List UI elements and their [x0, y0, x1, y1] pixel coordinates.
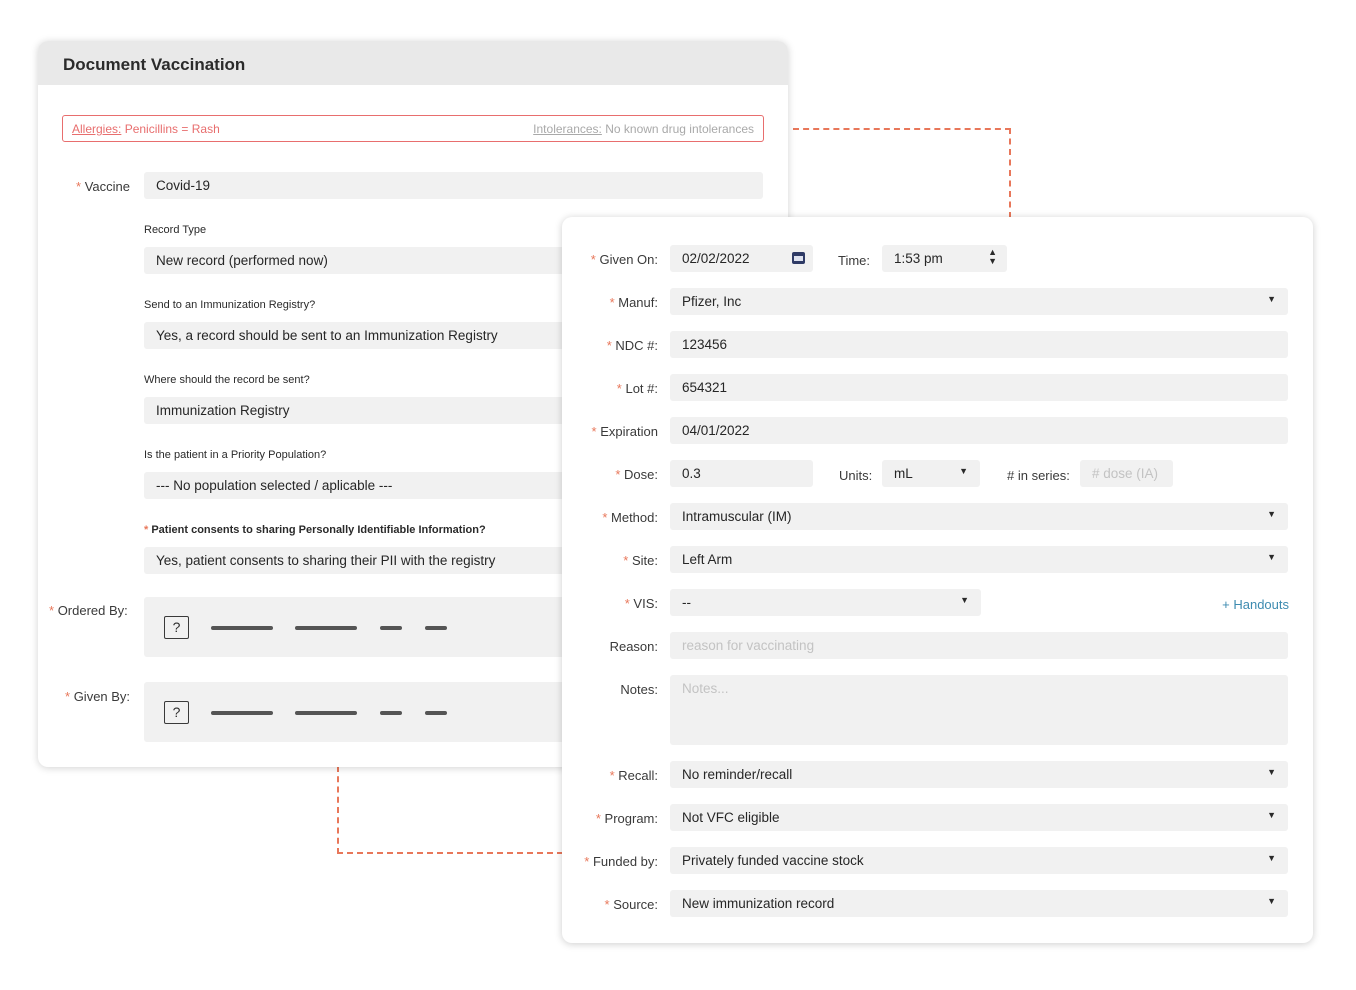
vis-select[interactable] — [670, 589, 981, 616]
expiration-label: * Expiration — [591, 424, 658, 439]
vis-value: -- — [682, 595, 691, 610]
allergies-value: Penicillins = Rash — [124, 122, 220, 136]
vaccine-field[interactable]: Covid-19 — [144, 172, 763, 199]
allergy-banner — [62, 115, 764, 142]
connector-line-top — [793, 128, 1011, 130]
expiration-input[interactable]: 04/01/2022 — [670, 417, 1288, 444]
chevron-down-icon: ▼ — [1267, 294, 1276, 304]
site-select[interactable] — [670, 546, 1288, 573]
administration-details-panel — [562, 217, 1313, 943]
dose-input[interactable]: 0.3 — [670, 460, 813, 487]
series-label: # in series: — [1007, 468, 1070, 483]
method-select[interactable] — [670, 503, 1288, 530]
connector-line-top-drop — [1009, 128, 1011, 218]
priority-population-label: Is the patient in a Priority Population? — [144, 449, 327, 461]
chevron-down-icon: ▼ — [959, 466, 968, 476]
funded-by-value: Privately funded vaccine stock — [682, 853, 864, 868]
time-label: Time: — [838, 253, 871, 268]
program-value: Not VFC eligible — [682, 810, 780, 825]
recall-value: No reminder/recall — [682, 767, 793, 782]
vis-label: * VIS: — [624, 596, 658, 611]
ordered-by-label: * Ordered By: — [49, 603, 128, 618]
chevron-down-icon: ▼ — [960, 595, 969, 605]
required-marker: * — [144, 524, 149, 536]
manufacturer-select[interactable] — [670, 288, 1288, 315]
unknown-user-icon: ? — [164, 616, 189, 639]
reason-label: Reason: — [609, 639, 658, 654]
placeholder-bar — [295, 711, 357, 715]
vaccine-label: * Vaccine — [76, 179, 130, 194]
send-registry-field[interactable]: Yes, a record should be sent to an Immunization Registry — [144, 322, 788, 349]
placeholder-bar — [211, 711, 273, 715]
required-marker: * — [65, 689, 71, 704]
units-select[interactable] — [882, 460, 980, 487]
manufacturer-label: * Manuf: — [609, 295, 658, 310]
series-input[interactable]: # dose (IA) — [1080, 460, 1173, 487]
dose-label: * Dose: — [615, 467, 658, 482]
chevron-down-icon: ▼ — [1267, 767, 1276, 777]
manufacturer-value: Pfizer, Inc — [682, 294, 742, 309]
connector-line-bottom-drop — [337, 766, 339, 854]
intolerances-link[interactable]: Intolerances: — [533, 122, 602, 136]
consent-field[interactable]: Yes, patient consents to sharing their PII with the registry — [144, 547, 788, 574]
allergies-link[interactable]: Allergies: — [72, 122, 122, 136]
notes-label: Notes: — [620, 682, 658, 697]
consent-label: * Patient consents to sharing Personally Identifiable Information? — [144, 524, 486, 536]
program-select[interactable] — [670, 804, 1288, 831]
source-select[interactable] — [670, 890, 1288, 917]
lot-input[interactable]: 654321 — [670, 374, 1288, 401]
site-value: Left Arm — [682, 552, 733, 567]
send-registry-label: Send to an Immunization Registry? — [144, 299, 316, 311]
recall-select[interactable] — [670, 761, 1288, 788]
unknown-user-icon: ? — [164, 701, 189, 724]
calendar-icon[interactable] — [792, 252, 805, 264]
given-by-label: * Given By: — [65, 689, 131, 704]
method-value: Intramuscular (IM) — [682, 509, 792, 524]
reason-input[interactable]: reason for vaccinating — [670, 632, 1288, 659]
record-type-field[interactable]: New record (performed now) — [144, 247, 788, 274]
chevron-down-icon: ▼ — [1267, 853, 1276, 863]
intolerances-value: No known drug intolerances — [605, 122, 754, 136]
method-label: * Method: — [602, 510, 658, 525]
time-spinner-icon[interactable]: ▲ ▼ — [988, 247, 997, 266]
priority-population-field[interactable]: --- No population selected / aplicable --- — [144, 472, 788, 499]
placeholder-bar — [380, 711, 402, 715]
allergies-info — [72, 122, 220, 136]
funded-by-select[interactable] — [670, 847, 1288, 874]
panel-title: Document Vaccination — [38, 41, 788, 85]
source-value: New immunization record — [682, 896, 835, 911]
required-marker: * — [49, 603, 55, 618]
chevron-down-icon: ▼ — [1267, 810, 1276, 820]
recall-label: * Recall: — [609, 768, 658, 783]
where-sent-label: Where should the record be sent? — [144, 374, 310, 386]
lot-label: * Lot #: — [616, 381, 658, 396]
units-label: Units: — [839, 468, 873, 483]
intolerances-info — [533, 122, 754, 136]
program-label: * Program: — [595, 811, 658, 826]
connector-line-bottom — [337, 852, 563, 854]
chevron-down-icon: ▼ — [1267, 552, 1276, 562]
funded-by-label: * Funded by: — [584, 854, 658, 869]
placeholder-bar — [211, 626, 273, 630]
given-on-label: * Given On: — [590, 252, 658, 267]
record-type-label: Record Type — [144, 224, 207, 236]
chevron-down-icon: ▼ — [1267, 896, 1276, 906]
notes-textarea[interactable]: Notes... — [670, 675, 1288, 745]
add-handouts-link[interactable]: + Handouts — [1222, 597, 1289, 612]
site-label: * Site: — [623, 553, 658, 568]
required-marker: * — [76, 179, 82, 194]
placeholder-bar — [295, 626, 357, 630]
given-on-value: 02/02/2022 — [682, 251, 750, 266]
source-label: * Source: — [604, 897, 658, 912]
placeholder-bar — [425, 626, 447, 630]
chevron-down-icon: ▼ — [1267, 509, 1276, 519]
placeholder-bar — [380, 626, 402, 630]
ndc-input[interactable]: 123456 — [670, 331, 1288, 358]
placeholder-bar — [425, 711, 447, 715]
where-sent-field[interactable]: Immunization Registry — [144, 397, 788, 424]
time-input[interactable] — [882, 245, 1007, 272]
units-value: mL — [894, 466, 913, 481]
ndc-label: * NDC #: — [606, 338, 658, 353]
time-value: 1:53 pm — [894, 251, 943, 266]
given-on-input[interactable] — [670, 245, 813, 272]
